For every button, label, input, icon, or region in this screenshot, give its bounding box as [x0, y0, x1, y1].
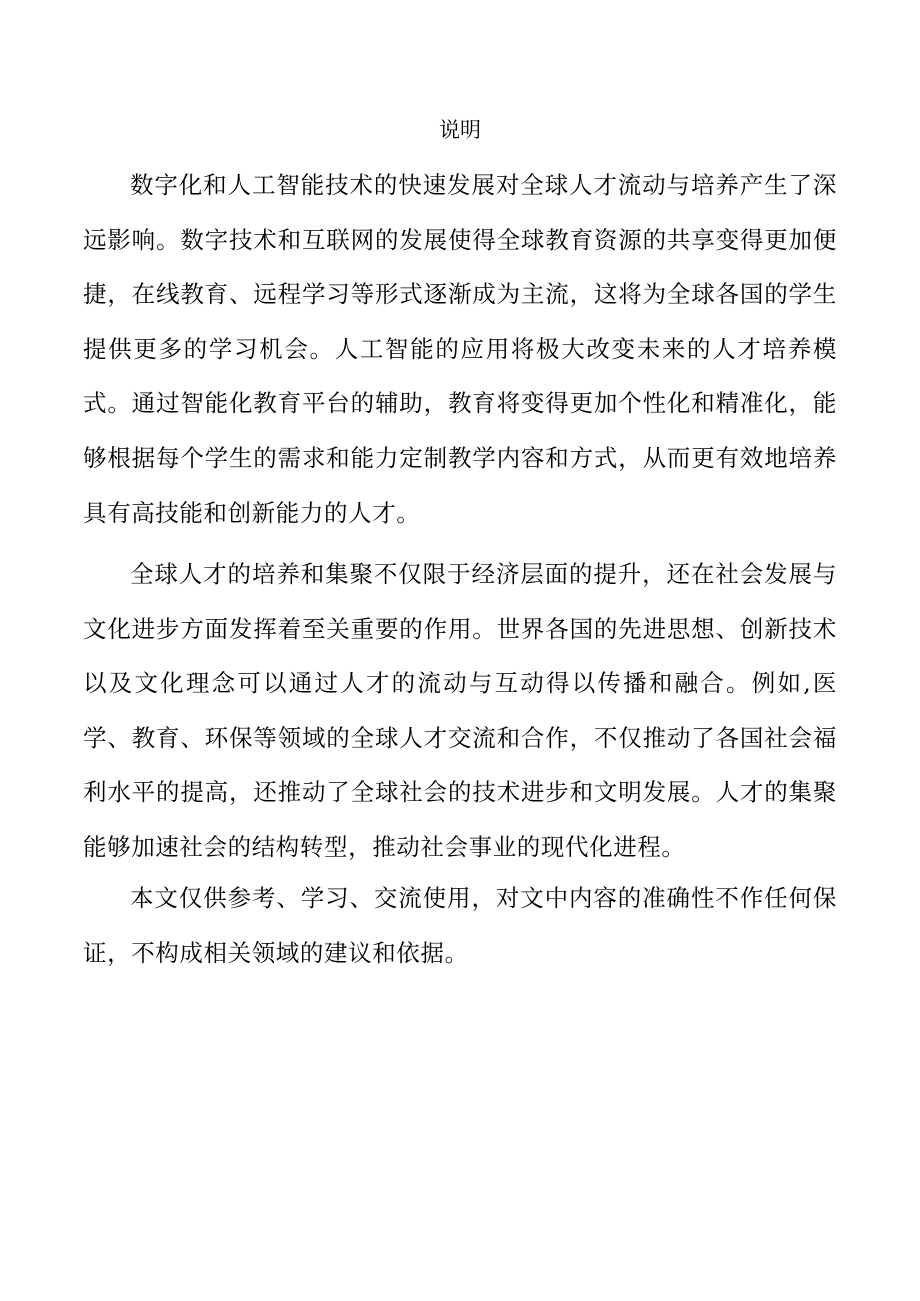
disclaimer-paragraph: 本文仅供参考、学习、交流使用，对文中内容的准确性不作任何保证，不构成相关领域的建议和依据。: [83, 884, 837, 967]
body-paragraph: 数字化和人工智能技术的快速发展对全球人才流动与培养产生了深远影响。数字技术和互联网的发展使得全球教育资源的共享变得更加便捷，在线教育、远程学习等形式逐渐成为主流，这将为全球各国的学生提供更多的学习机会。人工智能的应用将极大改变未来的人才培养模式。通过智能化教育平台的辅助，教育将变得更加个性化和精准化，能够根据每个学生的需求和能力定制教学内容和方式，从而更有效地培养具有高技能和创新能力的人才。: [83, 171, 837, 527]
body-paragraph: 全球人才的培养和集聚不仅限于经济层面的提升，还在社会发展与文化进步方面发挥着至关重要的作用。世界各国的先进思想、创新技术以及文化理念可以通过人才的流动与互动得以传播和融合。例如,医学、教育、环保等领域的全球人才交流和合作，不仅推动了各国社会福利水平的提高，还推动了全球社会的技术进步和文明发展。人才的集聚能够加速社会的结构转型，推动社会事业的现代化进程。: [83, 560, 837, 861]
document-title: 说明: [439, 118, 481, 142]
